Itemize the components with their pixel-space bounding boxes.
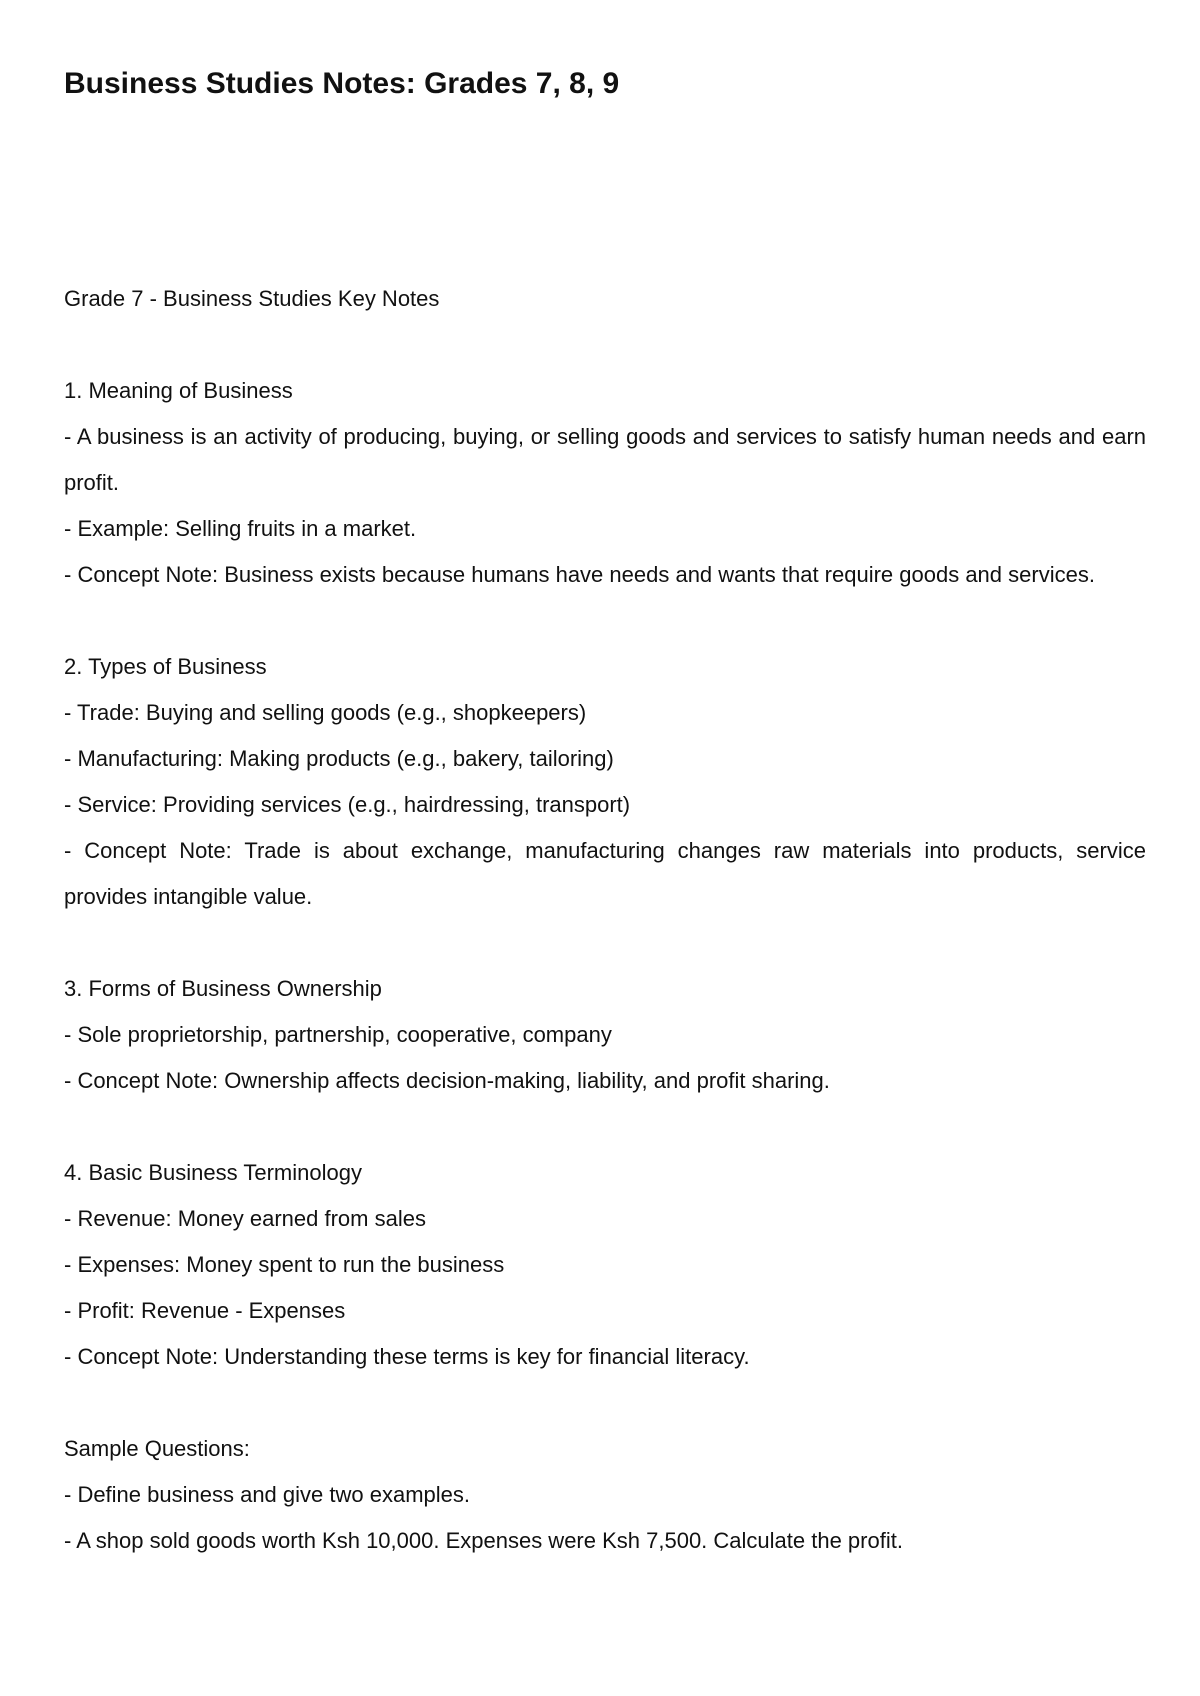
sample-questions-heading: Sample Questions: bbox=[64, 1436, 250, 1461]
sample-question: - A shop sold goods worth Ksh 10,000. Expenses were Ksh 7,500. Calculate the profit. bbox=[64, 1528, 903, 1553]
topic-point: - Concept Note: Ownership affects decision-making, liability, and profit sharing. bbox=[64, 1068, 830, 1093]
topic-point: - Profit: Revenue - Expenses bbox=[64, 1298, 346, 1323]
spacer bbox=[64, 1380, 1146, 1426]
spacer bbox=[64, 598, 1146, 644]
topic-point: - Sole proprietorship, partnership, cooperative, company bbox=[64, 1022, 612, 1047]
topic-heading-types-of-business: 2. Types of Business bbox=[64, 654, 267, 679]
spacer bbox=[64, 322, 1146, 368]
topic-heading-business-terminology: 4. Basic Business Terminology bbox=[64, 1160, 362, 1185]
section-heading: Grade 7 - Business Studies Key Notes bbox=[64, 286, 440, 311]
topic-heading-meaning-of-business: 1. Meaning of Business bbox=[64, 378, 293, 403]
topic-point: - Revenue: Money earned from sales bbox=[64, 1206, 426, 1231]
topic-heading-forms-of-ownership: 3. Forms of Business Ownership bbox=[64, 976, 382, 1001]
topic-point: - Example: Selling fruits in a market. bbox=[64, 516, 417, 541]
document-body bbox=[64, 276, 1146, 1564]
topic-point: - Concept Note: Understanding these terms is key for financial literacy. bbox=[64, 1344, 750, 1369]
document-title: Business Studies Notes: Grades 7, 8, 9 bbox=[64, 67, 620, 100]
spacer bbox=[64, 920, 1146, 966]
topic-point: - A business is an activity of producing, buying, or selling goods and services to satisfy human needs and earn profit. bbox=[64, 424, 1146, 495]
spacer bbox=[64, 1104, 1146, 1150]
sample-question: - Define business and give two examples. bbox=[64, 1482, 470, 1507]
topic-point: - Manufacturing: Making products (e.g., bakery, tailoring) bbox=[64, 746, 614, 771]
topic-point: - Expenses: Money spent to run the business bbox=[64, 1252, 505, 1277]
topic-point: - Concept Note: Trade is about exchange, manufacturing changes raw materials into products, service provides intangible value. bbox=[64, 838, 1146, 909]
topic-point: - Service: Providing services (e.g., hairdressing, transport) bbox=[64, 792, 631, 817]
topic-point: - Trade: Buying and selling goods (e.g., shopkeepers) bbox=[64, 700, 587, 725]
topic-point: - Concept Note: Business exists because humans have needs and wants that require goods and services. bbox=[64, 562, 1095, 587]
